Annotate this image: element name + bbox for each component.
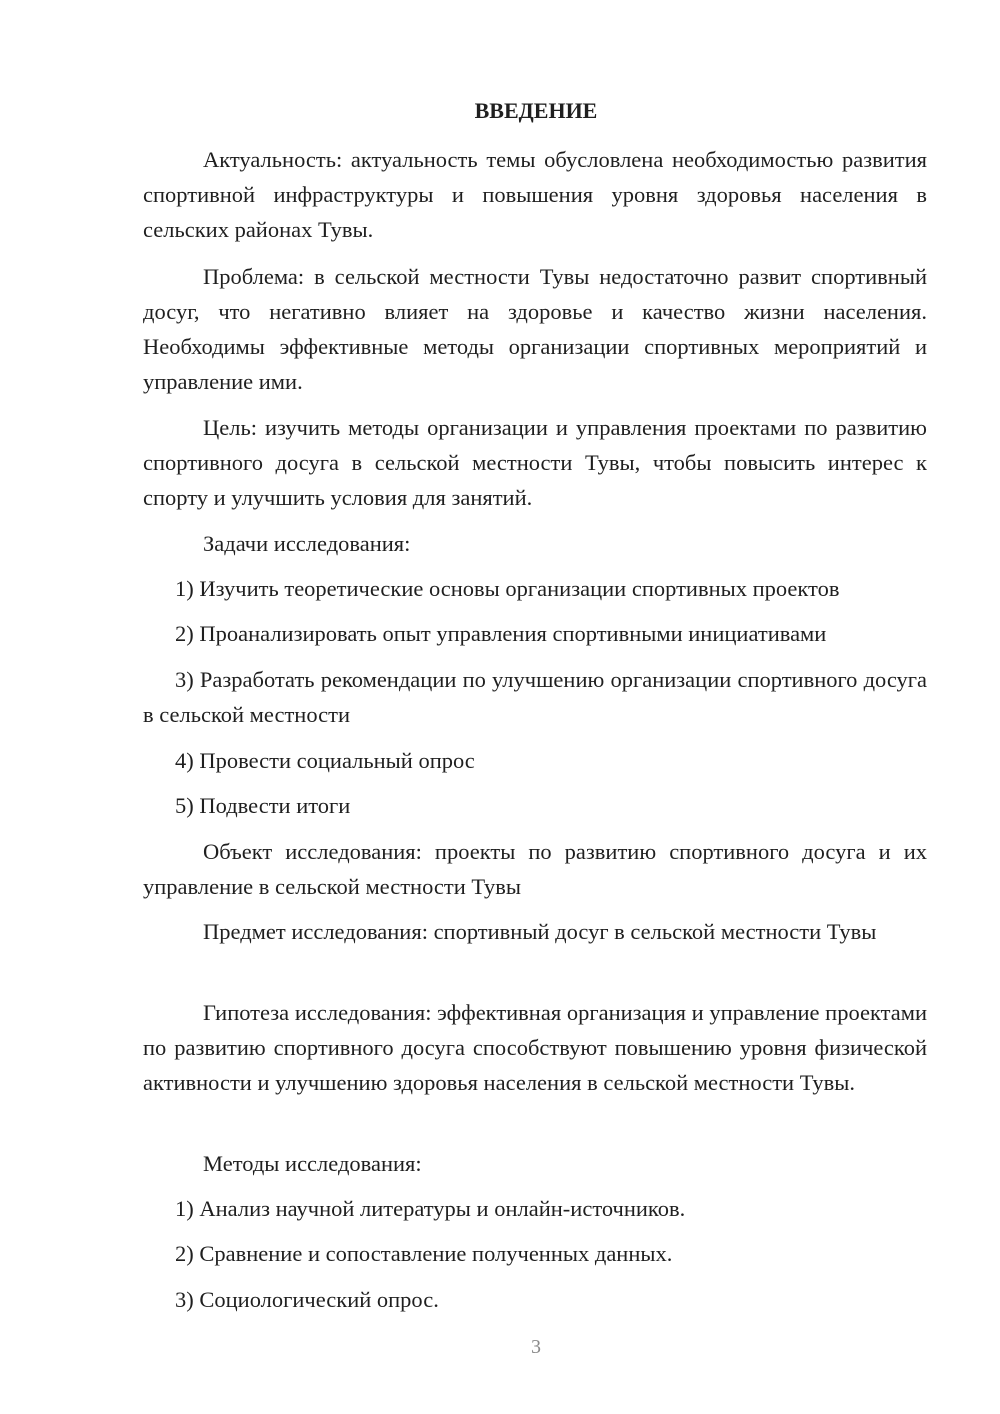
methods-heading: Методы исследования: [203, 1151, 422, 1176]
page-number: 3 [531, 1336, 541, 1358]
subject-paragraph: Предмет исследования: спортивный досуг в сельской местности Тувы [203, 919, 877, 944]
goal-paragraph: Цель: изучить методы организации и управления проектами по развитию спортивного досуга в сельской местности Тувы, чтобы повысить интерес к спорту и улучшить условия для занятий. [143, 415, 927, 510]
method-item: 3) Социологический опрос. [175, 1287, 439, 1312]
relevance-paragraph: Актуальность: актуальность темы обусловлена необходимостью развития спортивной инфраструктуры и повышения уровня здоровья населения в сельских районах Тувы. [143, 147, 927, 242]
page-title: ВВЕДЕНИЕ [474, 98, 598, 123]
tasks-heading: Задачи исследования: [203, 531, 411, 556]
task-item: 5) Подвести итоги [175, 793, 351, 818]
method-item: 1) Анализ научной литературы и онлайн-источников. [175, 1196, 686, 1221]
task-item: 2) Проанализировать опыт управления спортивными инициативами [175, 621, 827, 646]
task-item: 3) Разработать рекомендации по улучшению организации спортивного досуга в сельской местности [143, 667, 927, 727]
task-item: 1) Изучить теоретические основы организации спортивных проектов [175, 576, 840, 601]
task-item: 4) Провести социальный опрос [175, 748, 475, 773]
hypothesis-paragraph: Гипотеза исследования: эффективная организация и управление проектами по развитию спортивного досуга способствуют повышению уровня физической активности и улучшению здоровья населения в сельской местности Тувы. [143, 1000, 927, 1095]
method-item: 2) Сравнение и сопоставление полученных данных. [175, 1241, 673, 1266]
problem-paragraph: Проблема: в сельской местности Тувы недостаточно развит спортивный досуг, что негативно влияет на здоровье и качество жизни населения. Необходимы эффективные методы организации спортивных мероприятий и управление ими. [143, 264, 927, 394]
object-paragraph: Объект исследования: проекты по развитию спортивного досуга и их управление в сельской местности Тувы [143, 839, 927, 899]
